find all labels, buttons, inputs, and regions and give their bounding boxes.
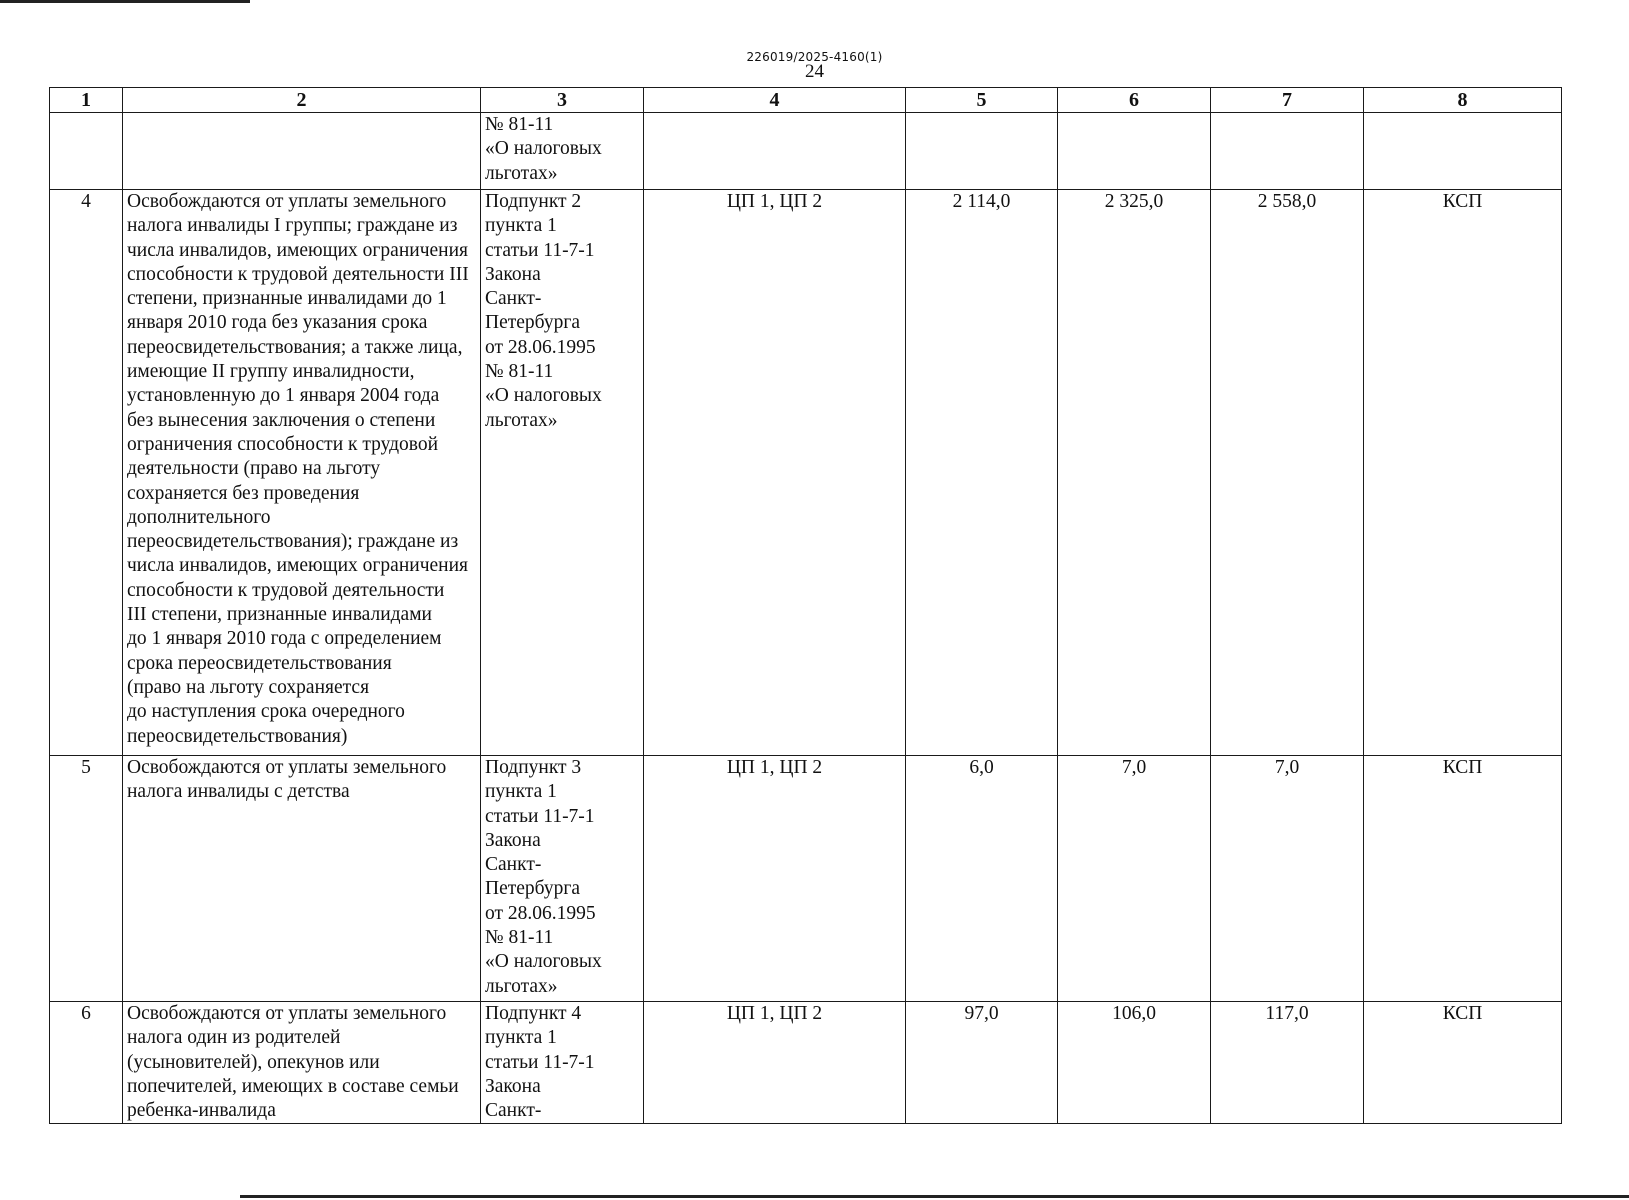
row-number-cell bbox=[50, 113, 123, 190]
table-header-row bbox=[50, 88, 1562, 113]
benefits-table bbox=[49, 87, 1562, 1124]
value-year3-cell bbox=[1211, 113, 1364, 190]
value-year1-cell: 2 114,0 bbox=[906, 190, 1058, 756]
column-header: 4 bbox=[644, 88, 906, 113]
column-header: 7 bbox=[1211, 88, 1364, 113]
row-number-cell: 4 bbox=[50, 190, 123, 756]
responsible-body-cell: КСП bbox=[1364, 756, 1562, 1002]
value-year2-cell bbox=[1058, 113, 1211, 190]
column-header: 3 bbox=[481, 88, 644, 113]
column-header: 1 bbox=[50, 88, 123, 113]
benefit-description-cell: Освобождаются от уплаты земельного налога один из родителей (усыновителей), опекунов или попечителей, имеющих в составе семьи ребенка-инвалида bbox=[123, 1002, 481, 1124]
legal-basis-cell: Подпункт 4 пункта 1 статьи 11-7-1 Закона Санкт- bbox=[481, 1002, 644, 1124]
value-year2-cell: 7,0 bbox=[1058, 756, 1211, 1002]
column-header: 6 bbox=[1058, 88, 1211, 113]
value-year3-cell: 2 558,0 bbox=[1211, 190, 1364, 756]
value-year1-cell bbox=[906, 113, 1058, 190]
page-number: 24 bbox=[805, 61, 824, 82]
document-registration-number: 226019/2025-4160(1) bbox=[746, 50, 883, 64]
target-programs-cell: ЦП 1, ЦП 2 bbox=[644, 1002, 906, 1124]
table-row bbox=[50, 756, 1562, 1002]
table-row bbox=[50, 1002, 1562, 1124]
benefit-description-cell: Освобождаются от уплаты земельного налога инвалиды с детства bbox=[123, 756, 481, 1002]
row-number-cell: 5 bbox=[50, 756, 123, 1002]
column-header: 5 bbox=[906, 88, 1058, 113]
benefit-description-cell bbox=[123, 113, 481, 190]
legal-basis-cell: № 81-11 «О налоговых льготах» bbox=[481, 113, 644, 190]
target-programs-cell: ЦП 1, ЦП 2 bbox=[644, 756, 906, 1002]
table-row bbox=[50, 113, 1562, 190]
value-year2-cell: 106,0 bbox=[1058, 1002, 1211, 1124]
scan-edge-bottom bbox=[240, 1195, 1629, 1198]
value-year1-cell: 97,0 bbox=[906, 1002, 1058, 1124]
value-year3-cell: 117,0 bbox=[1211, 1002, 1364, 1124]
target-programs-cell: ЦП 1, ЦП 2 bbox=[644, 190, 906, 756]
scan-edge-top bbox=[0, 0, 1629, 3]
responsible-body-cell bbox=[1364, 113, 1562, 190]
table-row bbox=[50, 190, 1562, 756]
responsible-body-cell: КСП bbox=[1364, 1002, 1562, 1124]
legal-basis-cell: Подпункт 3 пункта 1 статьи 11-7-1 Закона Санкт- Петербурга от 28.06.1995 № 81-11 «О налоговых льготах» bbox=[481, 756, 644, 1002]
target-programs-cell bbox=[644, 113, 906, 190]
column-header: 8 bbox=[1364, 88, 1562, 113]
value-year1-cell: 6,0 bbox=[906, 756, 1058, 1002]
row-number-cell: 6 bbox=[50, 1002, 123, 1124]
legal-basis-cell: Подпункт 2 пункта 1 статьи 11-7-1 Закона Санкт- Петербурга от 28.06.1995 № 81-11 «О налоговых льготах» bbox=[481, 190, 644, 756]
responsible-body-cell: КСП bbox=[1364, 190, 1562, 756]
value-year2-cell: 2 325,0 bbox=[1058, 190, 1211, 756]
benefit-description-cell: Освобождаются от уплаты земельного налога инвалиды I группы; граждане из числа инвалидов, имеющих ограничения способности к трудовой деятельности III степени, признанные инвалидами до 1 января 2010 года без указания срока переосвидетельствования; а также лица, имеющие II группу инвалидности, установленную до 1 января 2004 года без вынесения заключения о степени ограничения способности к трудовой деятельности (право на льготу сохраняется без проведения дополнительного переосвидетельствования); граждане из числа инвалидов, имеющих ограничения способности к трудовой деятельности III степени, признанные инвалидами до 1 января 2010 года с определением срока переосвидетельствования (право на льготу сохраняется до наступления срока очередного переосвидетельствования) bbox=[123, 190, 481, 756]
value-year3-cell: 7,0 bbox=[1211, 756, 1364, 1002]
column-header: 2 bbox=[123, 88, 481, 113]
